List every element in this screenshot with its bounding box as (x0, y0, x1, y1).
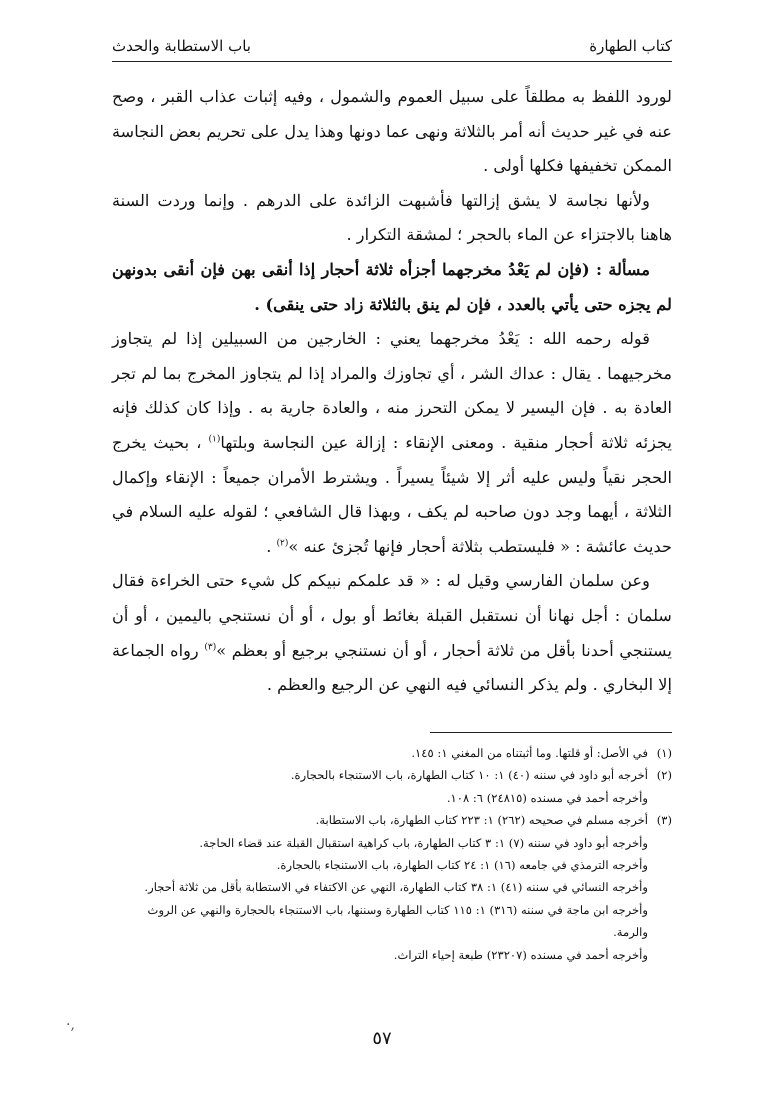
masala-label: مسألة : (596, 259, 651, 279)
footnote-line: وأخرجه ابن ماجة في سننه (٣١٦) ١: ١١٥ كتاب الطهارة وسننها، باب الاستنجاء بالحجارة والنهي عن الروث والرمة. (147, 902, 648, 940)
paragraph-1: لورود اللفظ به مطلقاً على سبيل العموم والشمول ، وفيه إثبات عذاب القبر ، وصح عنه في غير حديث أنه أمر بالثلاثة ونهى عما دونها وهذا يدل على تحريم بعض النجاسة الممكن تخفيفها فكلها أولى . (112, 87, 672, 176)
footnote-line: في الأصل: أو قلتها. وما أثبتناه من المغني ١: ١٤٥. (411, 746, 648, 760)
paragraph-4-part-c: . (266, 536, 272, 556)
footnote-line: وأخرجه الترمذي في جامعه (١٦) ١: ٢٤ كتاب الطهارة، باب الاستنجاء بالحجارة. (276, 858, 648, 873)
footnote-3 (112, 809, 672, 966)
footnote-number: (١) (656, 746, 672, 760)
footnote-1 (112, 742, 672, 764)
footnote-line: أخرجه أبو داود في سننه (٤٠) ١: ١٠ كتاب الطهارة، باب الاستنجاء بالحجارة. (290, 768, 648, 783)
paragraph-5-part-b: رواه الجماعة إلا البخاري . ولم يذكر النسائي فيه النهي عن الرجيع والعظم . (112, 640, 672, 695)
paragraph-5 (112, 564, 672, 702)
header-chapter-title: باب الاستطابة والحدث (112, 37, 251, 55)
footnote-line: أخرجه مسلم في صحيحه (٢٦٢) ١: ٢٢٣ كتاب الطهارة، باب الاستطابة. (315, 813, 648, 828)
header-rule (112, 61, 672, 62)
footnote-number: (٢) (656, 768, 672, 783)
footnote-ref-3[interactable]: (٣) (204, 642, 217, 653)
footnote-ref-2[interactable]: (٢) (276, 538, 289, 549)
footnote-ref-1[interactable]: (١) (208, 434, 221, 445)
paragraph-4-part-b: ، بحيث يخرج الحجر نقياً وليس عليه أثر إلا شيئاً يسيراً . ويشترط الأمران جميعاً : الإنقاء وإكمال الثلاثة ، أيهما وجد دون صاحبه لم يكف ، وبهذا قال الشافعي ؛ لقوله عليه السلام في حديث عائشة : « فليستطب بثلاثة أحجار فإنها تُجزئ عنه » (112, 432, 672, 556)
paragraph-2: ولأنها نجاسة لا يشق إزالتها فأشبهت الزائدة على الدرهم . وإنما وردت السنة هاهنا بالاجتزاء عن الماء بالحجر ؛ لمشقة التكرار . (112, 190, 672, 245)
paragraph-4-part-a: قوله رحمه الله : يَعْدُ مخرجهما يعني : الخارجين من السبيلين إذا لم يتجاوز مخرجيهما . يقال : عداك الشر ، أي تجاوزك والمراد إذا لم يتجاوز المخرج بما لم تجر العادة به . فإن اليسير لا يمكن التحرز منه ، والعادة جارية به . وإذا كان كذلك فإنه يجزئه ثلاثة أحجار منقية . ومعنى الإنقاء : إزالة عين النجاسة وبلتها (112, 329, 672, 452)
footnote-number: (٣) (656, 813, 672, 828)
masala-text: (فإن لم يَعْدُ مخرجهما أجزأه ثلاثة أحجار إذا أنقى بهن فإن أنقى بدونهن لم يجزه حتى يأتي بالعدد ، فإن لم ينق بالثلاثة زاد حتى ينقى) . (112, 259, 672, 314)
footnote-line: وأخرجه أحمد في مسنده (٢٤٨١٥) ٦: ١٠٨. (446, 790, 648, 805)
main-text (112, 80, 672, 703)
paragraph-4 (112, 322, 672, 564)
masala-paragraph (112, 253, 672, 322)
page-number: ٥٧ (372, 1028, 392, 1049)
footnote-line: وأخرجه النسائي في سننه (٤١) ١: ٣٨ كتاب الطهارة، النهي عن الاكتفاء في الاستطابة بأقل من ثلاثة أحجار. (144, 880, 648, 895)
footnotes (112, 742, 672, 966)
footnote-line: وأخرجه أبو داود في سننه (٧) ١: ٣ كتاب الطهارة، باب كراهية استقبال القبلة عند قضاء الحاجة. (199, 835, 648, 850)
footnote-separator (430, 732, 672, 733)
paragraph-5-part-a: وعن سلمان الفارسي وقيل له : « قد علمكم نبيكم كل شيء حتى الخراءة فقال سلمان : أجل نهانا أن نستقبل القبلة بغائط أو بول ، أو أن نستنجي باليمين ، أو أن يستنجي أحدنا بأقل من ثلاثة أحجار ، أو أن نستنجي برجيع أو بعظم » (112, 571, 672, 660)
running-header (112, 33, 672, 59)
margin-mark: ·, (66, 1017, 75, 1033)
header-book-title: كتاب الطهارة (589, 37, 672, 55)
footnote-line: وأخرجه أحمد في مسنده (٢٣٢٠٧) طبعة إحياء التراث. (393, 947, 648, 962)
footnote-2 (112, 764, 672, 809)
